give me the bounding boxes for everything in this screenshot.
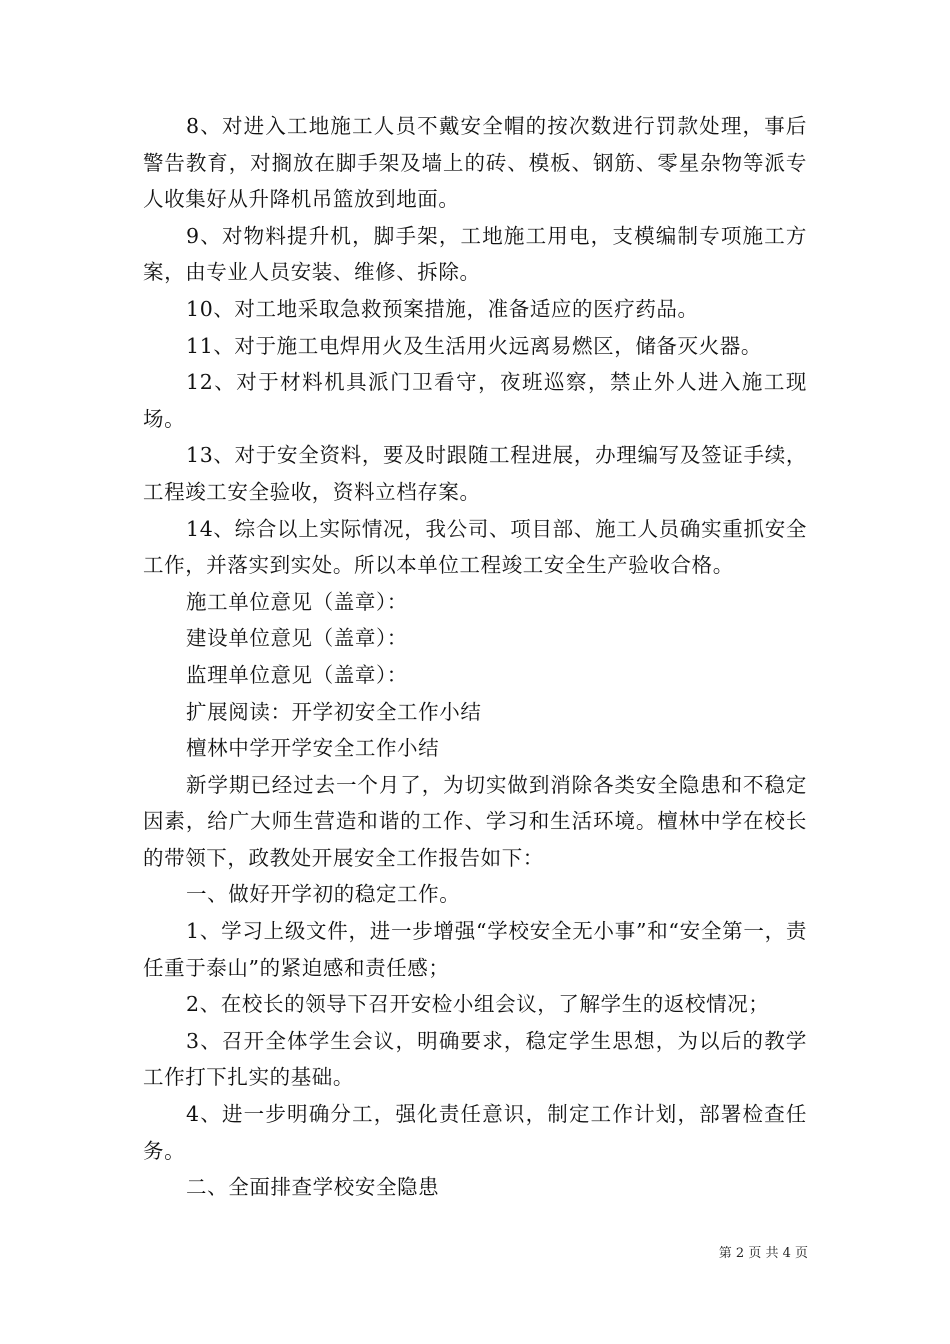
paragraph: 2、在校长的领导下召开安检小组会议，了解学生的返校情况； xyxy=(186,992,770,1017)
paragraph: 12、对于材料机具派门卫看守，夜班巡察，禁止外人进入施工现场。 xyxy=(143,370,807,431)
page-number: 第 2 页 共 4 页 xyxy=(718,1246,808,1261)
paragraph: 扩展阅读：开学初安全工作小结 xyxy=(186,699,482,724)
paragraph: 11、对于施工电焊用火及生活用火远离易燃区，储备灭火器。 xyxy=(186,333,762,358)
paragraph: 施工单位意见（盖章）： xyxy=(186,589,408,614)
paragraph: 14、综合以上实际情况，我公司、项目部、施工人员确实重抓安全工作，并落实到实处。所以本单位工程竣工安全生产验收合格。 xyxy=(143,516,807,578)
document-body xyxy=(143,108,807,1206)
paragraph: 3、召开全体学生会议，明确要求，稳定学生思想，为以后的教学工作打下扎实的基础。 xyxy=(143,1028,807,1090)
paragraph: 新学期已经过去一个月了，为切实做到消除各类安全隐患和不稳定因素，给广大师生营造和谐的工作、学习和生活环境。檀林中学在校长的带领下，政教处开展安全工作报告如下： xyxy=(143,772,807,870)
paragraph: 二、全面排查学校安全隐患 xyxy=(186,1175,440,1200)
paragraph: 监理单位意见（盖章）： xyxy=(186,662,408,687)
paragraph: 建设单位意见（盖章）： xyxy=(186,626,408,651)
paragraph: 13、对于安全资料，要及时跟随工程进展，办理编写及签证手续，工程竣工安全验收，资料立档存案。 xyxy=(143,443,807,504)
paragraph: 一、做好开学初的稳定工作。 xyxy=(186,882,461,907)
paragraph: 4、进一步明确分工，强化责任意识，制定工作计划，部署检查任务。 xyxy=(143,1102,807,1163)
paragraph: 9、对物料提升机，脚手架，工地施工用电，支模编制专项施工方案，由专业人员安装、维修、拆除。 xyxy=(143,223,807,285)
paragraph: 1、学习上级文件，进一步增强“学校安全无小事”和“安全第一，责任重于泰山”的紧迫感和责任感； xyxy=(143,919,807,980)
paragraph: 檀林中学开学安全工作小结 xyxy=(186,736,440,761)
paragraph: 10、对工地采取急救预案措施，准备适应的医疗药品。 xyxy=(186,296,699,321)
paragraph: 8、对进入工地施工人员不戴安全帽的按次数进行罚款处理，事后警告教育，对搁放在脚手架及墙上的砖、模板、钢筋、零星杂物等派专人收集好从升降机吊篮放到地面。 xyxy=(143,114,807,212)
